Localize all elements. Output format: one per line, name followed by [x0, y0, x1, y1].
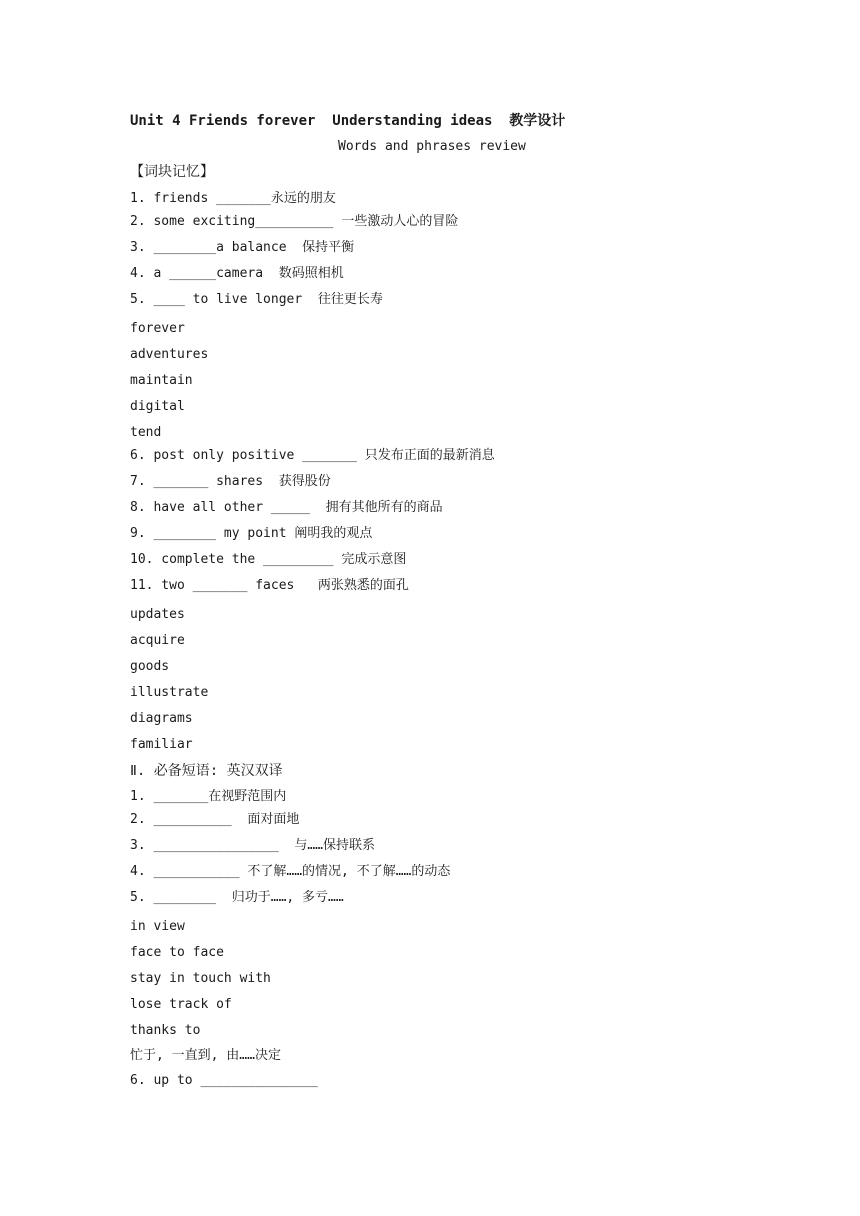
- document-subtitle: Words and phrases review: [338, 139, 526, 154]
- exercise-item: 3. ________________ 与……保持联系: [130, 838, 376, 853]
- exercise-item: 5. ____ to live longer 往往更长寿: [130, 292, 383, 307]
- exercise-item: 9. ________ my point 阐明我的观点: [130, 526, 373, 541]
- exercise-item: 5. ________ 归功于……, 多亏……: [130, 890, 344, 905]
- answer-item: diagrams: [130, 711, 193, 726]
- section-heading-vocab: 【词块记忆】: [130, 164, 214, 180]
- exercise-item: 7. _______ shares 获得股份: [130, 474, 331, 489]
- answer-item: digital: [130, 399, 185, 414]
- meaning-line: 忙于, 一直到, 由……决定: [130, 1048, 281, 1063]
- answer-item: adventures: [130, 347, 209, 362]
- answer-item: lose track of: [130, 997, 232, 1012]
- answer-item: stay in touch with: [130, 971, 271, 986]
- exercise-item: 10. complete the _________ 完成示意图: [130, 552, 407, 567]
- document-title: Unit 4 Friends forever Understanding ideas 教学设计: [130, 113, 566, 129]
- answer-item: in view: [130, 919, 185, 934]
- exercise-item: 4. a ______camera 数码照相机: [130, 266, 344, 281]
- exercise-item: 1. _______在视野范围内: [130, 789, 287, 804]
- exercise-item: 8. have all other _____ 拥有其他所有的商品: [130, 500, 443, 515]
- answer-item: thanks to: [130, 1023, 201, 1038]
- exercise-item: 2. __________ 面对面地: [130, 812, 300, 827]
- answer-item: acquire: [130, 633, 185, 648]
- answer-item: face to face: [130, 945, 224, 960]
- answer-item: maintain: [130, 373, 193, 388]
- answer-item: illustrate: [130, 685, 209, 700]
- exercise-item: 11. two _______ faces 两张熟悉的面孔: [130, 578, 409, 593]
- answer-item: forever: [130, 321, 185, 336]
- section-heading-phrases: Ⅱ. 必备短语: 英汉双译: [130, 763, 283, 779]
- exercise-item: 6. post only positive _______ 只发布正面的最新消息: [130, 448, 495, 463]
- answer-item: tend: [130, 425, 162, 440]
- exercise-item: 1. friends _______永远的朋友: [130, 191, 336, 206]
- exercise-item: 4. ___________ 不了解……的情况, 不了解……的动态: [130, 864, 451, 879]
- answer-item: goods: [130, 659, 170, 674]
- exercise-item: 6. up to _______________: [130, 1073, 318, 1088]
- answer-item: updates: [130, 607, 185, 622]
- exercise-item: 3. ________a balance 保持平衡: [130, 240, 355, 255]
- answer-item: familiar: [130, 737, 193, 752]
- exercise-item: 2. some exciting__________ 一些激动人心的冒险: [130, 214, 459, 229]
